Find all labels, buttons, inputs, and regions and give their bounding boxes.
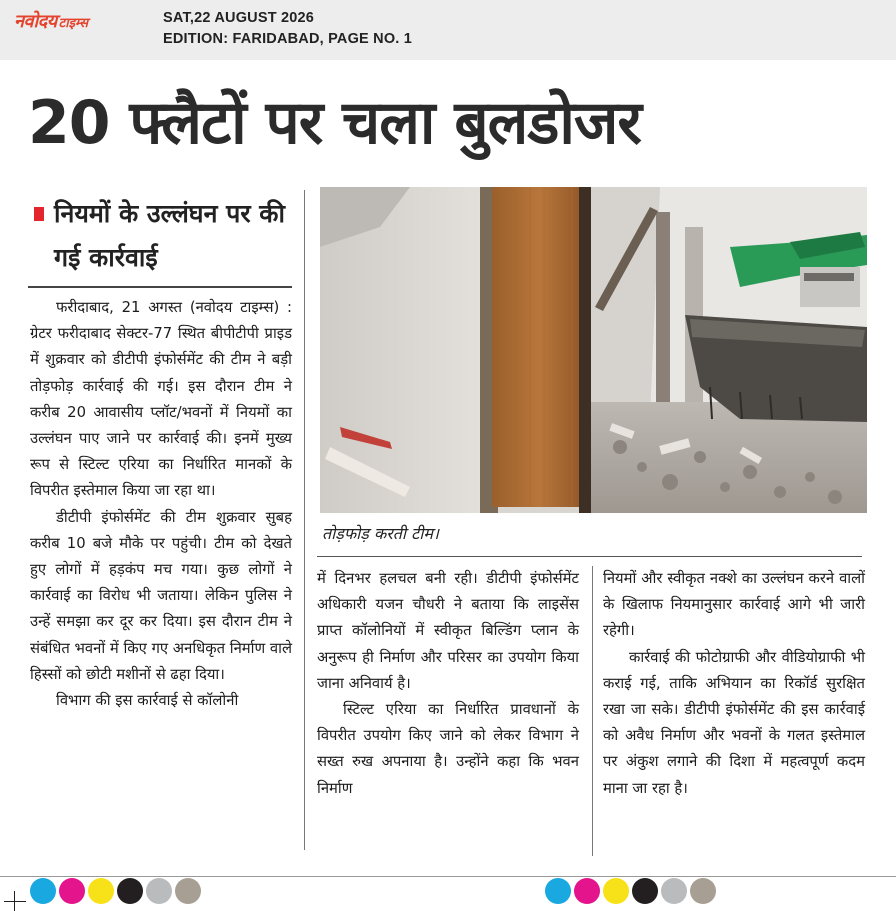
tan-swatch [690, 878, 716, 904]
paragraph: विभाग की इस कार्रवाई से कॉलोनी [56, 692, 239, 710]
article-column-2 [317, 566, 579, 802]
kicker-divider [28, 286, 292, 288]
print-registration-line [0, 876, 896, 877]
edition-line: EDITION: FARIDABAD, PAGE NO. 1 [163, 31, 413, 47]
cyan-swatch [30, 878, 56, 904]
crop-mark-icon [4, 901, 26, 902]
paragraph: डीटीपी इंफोर्समेंट की टीम शुक्रवार सुबह करीब 10 बजे मौके पर पहुंची। टीम को देखते हुए लोगों में हड़कंप मच गया। कुछ लोगों ने कार्रवाई का विरोध भी जताया। लेकिन पुलिस ने उन्हें समझा कर दूर कर दिया। इस दौरान टीम ने संबंधित भवनों में किए गए अनधिकृत निर्माण वाले हिस्सों को छोटी मशीनों से ढहा दिया। [30, 508, 292, 683]
kicker-square-icon [34, 207, 44, 221]
date-line: SAT,22 AUGUST 2026 [163, 10, 315, 26]
photo-divider [317, 556, 862, 557]
kicker-subheading: नियमों के उल्लंघन पर की गई कार्रवाई [54, 199, 285, 272]
column-divider [304, 190, 305, 850]
grey-swatch [661, 878, 687, 904]
paragraph: कार्रवाई की फोटोग्राफी और वीडियोग्राफी भी कराई गई, ताकि अभियान का रिकॉर्ड सुरक्षित रखा जा सके। डीटीपी इंफोर्समेंट की इस कार्रवाई को अवैध निर्माण और भवनों के गलत इस्तेमाल पर अंकुश लगाने की दिशा में महत्वपूर्ण कदम माना जा रहा है। [603, 648, 865, 797]
logo-sub: टाइम्स [58, 16, 88, 31]
tan-swatch [175, 878, 201, 904]
column-divider [592, 566, 593, 856]
demolition-photo-illustration [320, 187, 867, 513]
magenta-swatch [574, 878, 600, 904]
yellow-swatch [88, 878, 114, 904]
magenta-swatch [59, 878, 85, 904]
crop-mark-icon [14, 891, 15, 911]
logo-main: नवोदय [14, 11, 57, 32]
black-swatch [632, 878, 658, 904]
color-bar-right [545, 878, 716, 904]
photo-caption: तोड़फोड़ करती टीम। [322, 524, 439, 543]
paragraph: फरीदाबाद, 21 अगस्त (नवोदय टाइम्स) : ग्रेटर फरीदाबाद सेक्टर-77 स्थित बीपीटीपी प्राइड में शुक्रवार को डीटीपी इंफोर्समेंट की टीम ने बड़ी तोड़फोड़ कार्रवाई की गई। इस दौरान टीम ने करीब 20 आवासीय प्लॉट/भवनों में नियमों का उल्लंघन पाए जाने पर कार्रवाई की। इनमें मुख्य रूप से स्टिल्ट एरिया का निर्धारित मानकों के विपरीत इस्तेमाल किया जा रहा था। [30, 299, 292, 500]
paragraph: नियमों और स्वीकृत नक्शे का उल्लंघन करने वालों के खिलाफ नियमानुसार कार्रवाई आगे भी जारी रहेगी। [603, 570, 865, 640]
color-bar-left [30, 878, 201, 904]
page-header [0, 0, 896, 60]
article-column-1 [30, 295, 292, 714]
cyan-swatch [545, 878, 571, 904]
paragraph: स्टिल्ट एरिया का निर्धारित प्रावधानों के विपरीत उपयोग किए जाने को लेकर विभाग ने सख्त रुख अपनाया है। उन्होंने कहा कि भवन निर्माण [317, 701, 579, 797]
paragraph: में दिनभर हलचल बनी रही। डीटीपी इंफोर्समेंट अधिकारी यजन चौधरी ने बताया कि लाइसेंस प्राप्त कॉलोनियों में स्वीकृत बिल्डिंग प्लान के अनुरूप ही निर्माण और परिसर का उपयोग किया जाना अनिवार्य है। [317, 570, 579, 692]
grey-swatch [146, 878, 172, 904]
yellow-swatch [603, 878, 629, 904]
article-column-3 [603, 566, 865, 802]
black-swatch [117, 878, 143, 904]
article-photo [320, 187, 867, 513]
edition-info [163, 8, 412, 50]
newspaper-logo [14, 9, 88, 33]
headline: 20 फ्लैटों पर चला बुलडोजर [28, 88, 641, 158]
